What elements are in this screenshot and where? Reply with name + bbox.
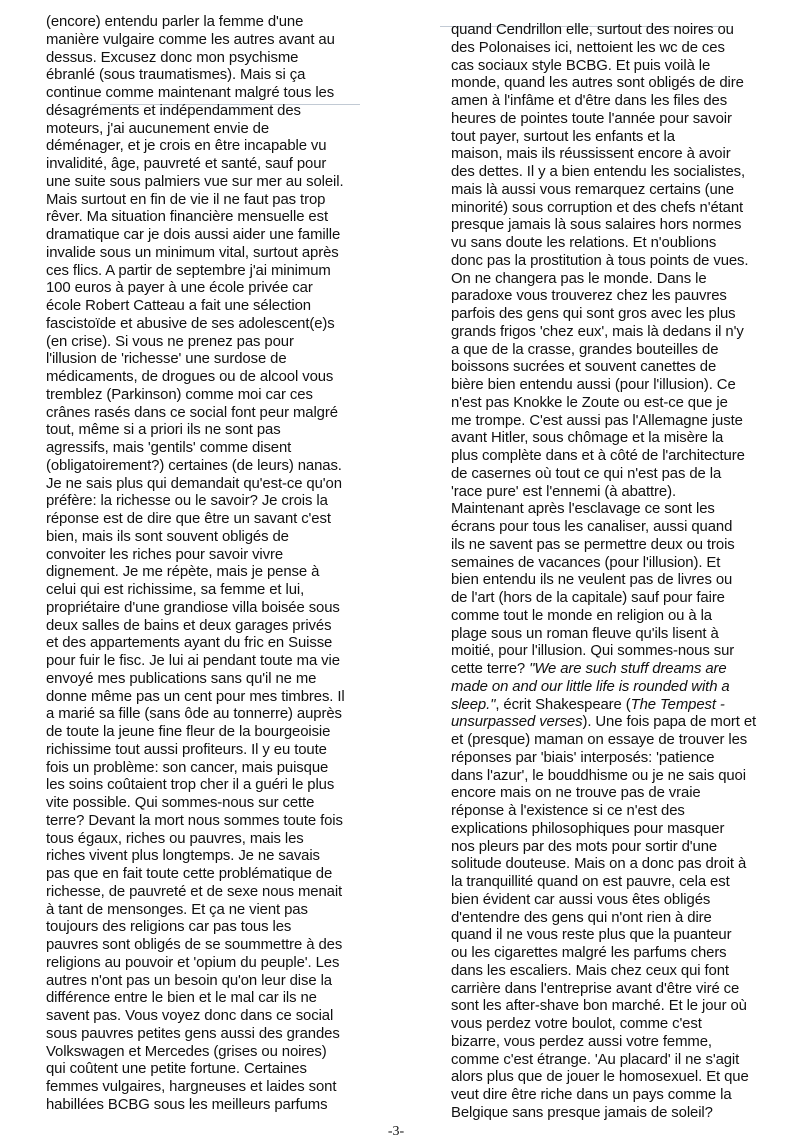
text-segment: veut dire être riche dans un pays comme la — [451, 1087, 732, 1103]
italic-text: The Tempest - — [630, 696, 725, 713]
text-line — [451, 40, 761, 58]
text-line: riches vivent plus longtemps. Je ne savais — [46, 848, 320, 865]
text-line: désagréments et indépendamment des — [46, 102, 301, 119]
text-line — [451, 927, 761, 945]
text-line: religions au pouvoir et 'opium du peuple'. Les — [46, 954, 340, 971]
text-line — [451, 271, 761, 289]
text-segment: boissons sucrées et souvent canettes de — [451, 359, 717, 376]
text-line — [451, 785, 761, 803]
text-line: 100 euros à payer à une école privée car — [46, 280, 313, 297]
text-line — [451, 448, 761, 466]
text-line: pour fuir le fisc. Je lui ai pendant toute ma vie — [46, 653, 340, 669]
text-line: tout, même si a priori ils ne sont pas — [46, 422, 281, 439]
text-segment: grands frigos 'chez eux', mais là dedans il n'y — [451, 323, 744, 340]
text-line: tremblez (Parkinson) comme moi car ces — [46, 386, 313, 403]
text-line: (obligatoirement?) certaines (de leurs) nanas. — [46, 457, 342, 474]
text-segment: me trompe. C'est aussi pas l'Allemagne juste — [451, 412, 743, 429]
text-line — [451, 874, 761, 892]
text-segment: monde, quand les autres sont obligés de dire — [451, 75, 744, 92]
text-segment: des dettes. Il y a bien entendu les socialistes, — [451, 164, 746, 180]
text-segment: bizarre, vous perdez aussi votre femme, — [451, 1033, 712, 1050]
text-segment: solitude douteuse. Mais on a donc pas droit à — [451, 856, 747, 873]
text-segment: d'entendre des gens qui n'ont rien à dire — [451, 909, 712, 926]
text-line: sous pauvres petites gens aussi des grandes — [46, 1025, 340, 1042]
text-segment: bière bien entendu aussi (pour l'illusion). Ce — [451, 377, 736, 393]
text-segment: ou les cigarettes malgré les parfums chers — [451, 945, 727, 961]
text-line: invalide sous un minimum vital, surtout après — [46, 244, 339, 261]
text-line — [451, 235, 761, 253]
text-line — [451, 998, 761, 1016]
text-segment: n'est pas Knokke le Zoute ou est-ce que je — [451, 394, 728, 411]
text-line — [451, 643, 761, 661]
text-segment: encore mais on ne trouve pas de vraie — [451, 785, 701, 802]
text-line: et des appartements ayant du fric en Suisse — [46, 635, 333, 652]
text-line: celui qui est richissime, sa femme et lui, — [46, 582, 305, 598]
text-line — [451, 200, 761, 218]
text-segment: moitié, pour l'illusion. Qui sommes-nous sur — [451, 643, 735, 660]
text-line — [451, 182, 761, 200]
text-line — [451, 1034, 761, 1052]
text-line: savent pas. Vous voyez donc dans ce social — [46, 1008, 334, 1024]
text-line: de toute la jeune fine fleur de la bourgeoisie — [46, 724, 331, 740]
text-line — [451, 111, 761, 129]
text-line: femmes vulgaires, hargneuses et laides sont — [46, 1079, 337, 1095]
text-line: toujours des religions car pas tous les — [46, 919, 292, 936]
italic-text: sleep." — [451, 696, 496, 713]
text-segment: Maintenant après l'esclavage ce sont les — [451, 501, 715, 518]
text-line: qui coûtent une petite fortune. Certaines — [46, 1061, 307, 1078]
text-line — [451, 22, 761, 40]
text-line — [451, 1105, 761, 1123]
text-line — [451, 1087, 761, 1105]
text-segment: réponse à l'existence si ce n'est des — [451, 803, 685, 819]
text-line — [451, 963, 761, 981]
text-line: dramatique car je dois aussi aider une famille — [46, 227, 341, 243]
text-line — [451, 342, 761, 360]
text-line: différence entre le bien et le mal car ils ne — [46, 990, 317, 1007]
text-segment: carrière dans l'entreprise avant d'être viré ce — [451, 980, 740, 997]
text-line — [451, 750, 761, 768]
text-line: continue comme maintenant malgré tous les — [46, 85, 335, 101]
text-line — [451, 253, 761, 271]
text-line: deux salles de bains et deux garages privés — [46, 617, 332, 634]
text-segment: dans les escaliers. Mais chez ceux qui font — [451, 962, 729, 979]
text-line: crânes rasés dans ce social font peur malgré — [46, 404, 338, 421]
text-segment: amen à l'infâme et d'être dans les files des — [451, 93, 728, 109]
text-line: à tant de mensonges. Et ça ne vient pas — [46, 901, 308, 918]
text-segment: heures de pointes toute l'année pour savoir — [451, 110, 732, 127]
text-segment: vous perdez votre boulot, comme c'est — [451, 1016, 702, 1032]
italic-text: made on and our little life is rounded with a — [451, 678, 730, 695]
text-line: Volkswagen et Mercedes (grises ou noires) — [46, 1043, 327, 1060]
text-segment: ils ne savent pas se permettre deux ou trois — [451, 536, 735, 553]
text-line — [451, 93, 761, 111]
text-line: invalidité, âge, pauvreté et santé, sauf pour — [46, 156, 327, 172]
text-segment: sont les after-shave bon marché. Et le jour où — [451, 998, 747, 1015]
left-text-column — [46, 14, 382, 1124]
text-segment: avant Hitler, sous chômage et la misère la — [451, 430, 724, 447]
text-segment: On ne changera pas le monde. Dans le — [451, 270, 707, 287]
text-line: préfère: la richesse ou le savoir? Je crois la — [46, 493, 328, 510]
text-line — [451, 484, 761, 502]
text-line: ces flics. A partir de septembre j'ai minimum — [46, 262, 331, 279]
text-segment: de l'art (hors de la capitale) sauf pour faire — [451, 590, 725, 606]
text-line: a marié sa fille (sans ôde au tonnerre) auprès — [46, 706, 342, 723]
text-segment: dans l'azur', le bouddhisme ou je ne sais quoi — [451, 767, 746, 784]
text-line — [451, 324, 761, 342]
text-line: (en crise). Si vous ne prenez pas pour — [46, 333, 294, 350]
page-number: -3- — [387, 1124, 405, 1139]
text-line — [451, 892, 761, 910]
text-segment: la tranquillité quand on est pauvre, cela est — [451, 874, 730, 890]
text-line: tous égaux, riches ou pauvres, mais les — [46, 830, 304, 847]
text-segment: explications philosophiques pour masquer — [451, 820, 725, 837]
text-line: l'illusion de 'richesse' une surdose de — [46, 351, 287, 368]
text-segment: nos pleurs par des mots pour sortir d'une — [451, 838, 718, 855]
text-segment: écrans pour tous les canaliser, aussi quand — [451, 519, 733, 535]
text-segment: comme c'est étrange. 'Au placard' il ne s'agit — [451, 1051, 740, 1068]
text-segment: plus complète dans et à côté de l'architecture — [451, 448, 745, 464]
text-line — [451, 501, 761, 519]
text-line: Mais surtout en fin de vie il ne faut pas trop — [46, 191, 326, 208]
text-line — [451, 146, 761, 164]
text-line: pas que en fait toute cette problématique de — [46, 866, 333, 882]
text-line — [451, 697, 761, 715]
text-line — [451, 377, 761, 395]
text-line: terre? Devant la mort nous sommes toute fois — [46, 812, 343, 829]
text-segment: bien entendu ils ne veulent pas de livres ou — [451, 572, 733, 589]
italic-text: "We are such stuff dreams are — [529, 661, 727, 677]
text-segment: des Polonaises ici, nettoient les wc de ces — [451, 39, 725, 56]
text-line — [451, 217, 761, 235]
text-line — [451, 910, 761, 928]
text-line: autres n'ont pas un besoin qu'on leur dise la — [46, 972, 332, 989]
text-line: réponse est de dire que être un savant c'est — [46, 511, 331, 527]
text-segment: Belgique sans presque jamais de soleil? — [451, 1104, 713, 1121]
text-line: une suite sous palmiers vue sur mer au soleil. — [46, 173, 344, 190]
text-line — [451, 288, 761, 306]
text-line: médicaments, de drogues ou de alcool vous — [46, 369, 334, 385]
text-line: agressifs, mais 'gentils' comme disent — [46, 440, 292, 456]
text-segment: réponses par 'biais' interposés: 'patience — [451, 749, 715, 766]
text-line — [451, 1052, 761, 1070]
text-line — [451, 839, 761, 857]
text-line — [451, 555, 761, 573]
text-line — [451, 821, 761, 839]
text-segment: alors plus que de jouer le homosexuel. Et que — [451, 1069, 749, 1086]
text-line: les soins coûtaient trop cher il a guéri le plus — [46, 777, 335, 794]
right-text-column — [451, 22, 761, 1132]
text-line: propriétaire d'une grandiose villa boisée sous — [46, 599, 340, 616]
text-segment: et (presque) maman on essaye de trouver les — [451, 732, 748, 748]
text-line — [451, 466, 761, 484]
text-segment: , écrit Shakespeare ( — [495, 696, 631, 713]
text-line: manière vulgaire comme les autres avant au — [46, 31, 335, 48]
text-line — [451, 413, 761, 431]
text-segment: comme tout le monde en religion ou à la — [451, 607, 712, 624]
text-segment: quand Cendrillon elle, surtout des noires ou — [451, 22, 734, 38]
text-segment: 'race pure' est l'ennemi (à abattre). — [451, 483, 676, 500]
italic-text: unsurpassed verses — [451, 714, 583, 731]
text-line — [451, 714, 761, 732]
text-line: pauvres sont obligés de se soummettre à des — [46, 937, 343, 953]
text-line — [451, 856, 761, 874]
text-line — [451, 430, 761, 448]
text-segment: paradoxe vous trouverez chez les pauvres — [451, 288, 727, 305]
text-line: fascistoïde et abusive de ses adolescent(e)s — [46, 315, 335, 332]
text-line — [451, 129, 761, 147]
text-line: bien, mais ils sont souvent obligés de — [46, 528, 289, 545]
text-line: vite possible. Qui sommes-nous sur cette — [46, 795, 315, 811]
text-segment: presque jamais là sous salaires hors normes — [451, 217, 742, 234]
text-line: ébranlé (sous traumatismes). Mais si ça — [46, 67, 306, 84]
text-segment: quand il ne vous reste plus que la puanteur — [451, 927, 732, 944]
text-line — [451, 590, 761, 608]
text-line — [451, 803, 761, 821]
text-line — [451, 768, 761, 786]
text-segment: maison, mais ils réussissent encore à avoir — [451, 146, 731, 163]
text-line — [451, 395, 761, 413]
text-line: fois un problème: son cancer, mais puisque — [46, 759, 329, 776]
text-line — [451, 1069, 761, 1087]
text-line: habillées BCBG sous les meilleurs parfums — [46, 1096, 328, 1113]
text-segment: bien évident car aussi vous êtes obligés — [451, 891, 711, 908]
text-line: (encore) entendu parler la femme d'une — [46, 14, 304, 30]
text-line — [451, 359, 761, 377]
text-line — [451, 945, 761, 963]
text-segment: mais là aussi vous remarquez certains (une — [451, 181, 734, 198]
text-segment: vu sans doute les relations. Et n'oublions — [451, 235, 717, 251]
text-line — [451, 608, 761, 626]
text-segment: plage sous un roman fleuve qu'ils lisent à — [451, 625, 719, 642]
text-line: dignement. Je me répète, mais je pense à — [46, 564, 320, 581]
text-line: envoyé mes publications sans qu'il ne me — [46, 670, 317, 687]
text-line: rêver. Ma situation financière mensuelle est — [46, 209, 328, 226]
text-line — [451, 572, 761, 590]
text-line — [451, 981, 761, 999]
text-line: richissime tout aussi profiteurs. Il y eu toute — [46, 741, 327, 758]
text-line — [451, 306, 761, 324]
text-segment: semaines de vacances (pour l'illusion). Et — [451, 554, 721, 571]
text-line — [451, 679, 761, 697]
text-line — [451, 164, 761, 182]
text-line — [451, 732, 761, 750]
text-line: convoiter les riches pour savoir vivre — [46, 546, 284, 563]
text-segment: tout payer, surtout les enfants et la — [451, 128, 675, 145]
text-segment: cas sociaux style BCBG. Et puis voilà le — [451, 57, 711, 74]
text-segment: a que de la crasse, grandes bouteilles de — [451, 341, 719, 358]
text-line — [451, 58, 761, 76]
text-segment: parfois des gens qui sont gros avec les plus — [451, 306, 736, 322]
text-line — [451, 537, 761, 555]
text-line — [451, 75, 761, 93]
text-line: Je ne sais plus qui demandait qu'est-ce qu'on — [46, 475, 342, 492]
text-line — [451, 519, 761, 537]
text-segment: minorité) sous corruption et des chefs n'étant — [451, 199, 744, 216]
text-segment: de casernes où tout ce qui n'est pas de la — [451, 465, 722, 482]
text-segment: ). Une fois papa de mort et — [582, 714, 757, 731]
text-line — [451, 661, 761, 679]
text-line: école Robert Catteau a fait une sélection — [46, 298, 311, 314]
text-line: déménager, et je crois en être incapable vu — [46, 138, 327, 155]
text-line: dessus. Excusez donc mon psychisme — [46, 49, 299, 66]
text-line: moteurs, j'ai aucunement envie de — [46, 120, 270, 137]
text-line: donne même pas un cent pour mes timbres. Il — [46, 688, 345, 705]
text-line — [451, 626, 761, 644]
text-line: richesse, de pauvreté et de sexe nous menait — [46, 883, 343, 900]
text-line — [451, 1016, 761, 1034]
text-segment: donc pas la prostitution à tous points de vues. — [451, 252, 749, 269]
text-segment: cette terre? — [451, 661, 530, 677]
